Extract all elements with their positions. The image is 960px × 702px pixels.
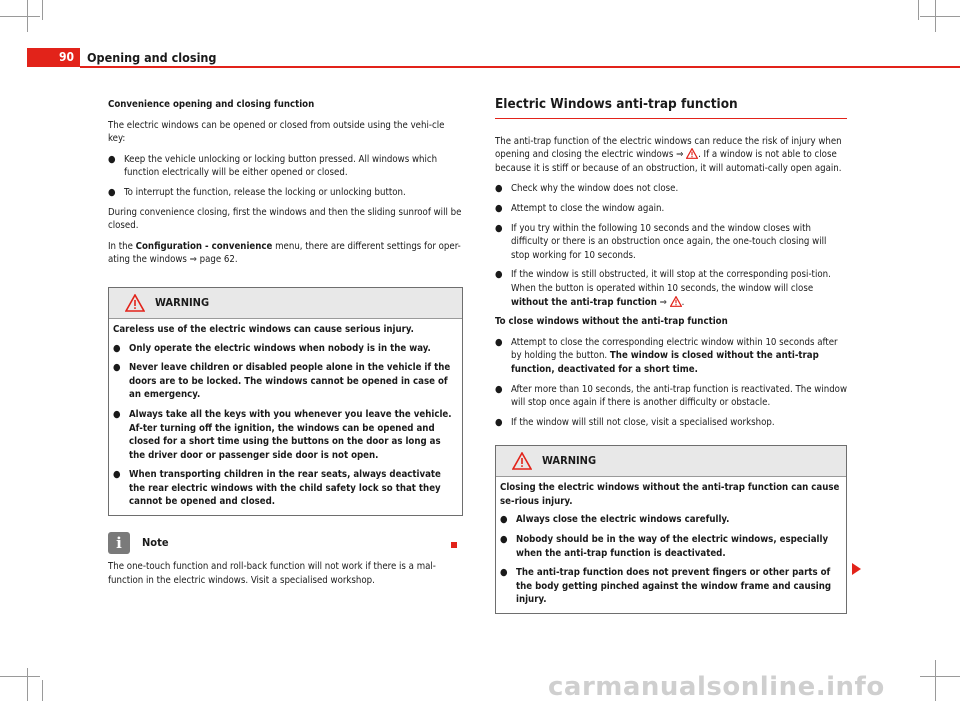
list-item: ● To interrupt the function, release the locking or unlocking button. xyxy=(108,186,406,198)
bullet-text: After more than 10 seconds, the anti-trap function is reactivated. The window will stop once again if there is another difficulty or obstacle. xyxy=(511,383,848,409)
list-item: ● If the window is still obstructed, it will stop at the corresponding posi-tion. When the button is operated within 10 seconds, the window will close without the anti-trap function ⇒ . xyxy=(495,269,831,308)
list-item: ● Check why the window does not close. xyxy=(495,183,679,195)
note-title: Note xyxy=(142,536,169,550)
warning-box xyxy=(495,445,847,614)
warning-icon xyxy=(512,452,532,470)
crop-mark xyxy=(918,0,919,20)
list-item: ● Attempt to close the window again. xyxy=(495,202,665,214)
list-item: ● Always close the electric windows carefully. xyxy=(500,514,730,526)
warning-box xyxy=(108,287,463,516)
list-item: ● When transporting children in the rear seats, always deactivate the rear electric windows with the child safety lock so that they cannot be opened and closed. xyxy=(113,468,458,509)
bullet-text: Attempt to close the window again. xyxy=(511,202,665,214)
left-heading: Convenience opening and closing function xyxy=(108,99,315,110)
bullet-text: Keep the vehicle unlocking or locking button pressed. All windows which function electrically will be either opened or closed. xyxy=(124,153,438,179)
note-header xyxy=(108,532,463,554)
bullet-text: If the window will still not close, visit a specialised workshop. xyxy=(511,416,775,428)
warning-icon xyxy=(125,294,145,312)
bullet-text: The anti-trap function does not prevent fingers or other parts of the body getting pinched against the window frame and causing injury. xyxy=(516,567,832,606)
left-para3: In the Configuration - convenience menu, there are different settings for oper-ating the windows ⇒ page 62. xyxy=(108,240,461,266)
list-item: ● If you try within the following 10 seconds and the window closes with difficulty or there is an obstruction once again, the one-touch closing will stop working for 10 seconds. xyxy=(495,222,847,263)
right-title: Electric Windows anti-trap function xyxy=(495,98,847,119)
left-para2: During convenience closing, first the windows and then the sliding sunroof will be closed. xyxy=(108,206,462,232)
end-marker xyxy=(451,542,457,548)
bullet-text: Only operate the electric windows when nobody is in the way. xyxy=(129,342,431,354)
warning-icon xyxy=(686,148,698,159)
info-icon: i xyxy=(108,532,130,554)
warning-header xyxy=(109,288,462,319)
bullet-text: If you try within the following 10 seconds and the window closes with difficulty or there is an obstruction once again, the one-touch closing will stop working for 10 seconds. xyxy=(511,222,827,261)
list-item: ● Never leave children or disabled people alone in the vehicle if the doors are to be locked. The windows cannot be opened in case of an emergency. xyxy=(113,361,458,402)
bullet-text: Nobody should be in the way of the electric windows, especially when the anti-trap function is deactivated. xyxy=(516,534,829,559)
crop-mark xyxy=(42,0,43,20)
warning-title: WARNING xyxy=(542,454,597,468)
bullet-text: Always take all the keys with you whenever you leave the vehicle. Af-ter turning off the ignition, the windows can be opened and closed for a short time using the buttons on the door as long as the driver door or passenger side door is not open. xyxy=(129,408,452,461)
bullet-text: Never leave children or disabled people alone in the vehicle if the doors are to be locked. The windows cannot be opened in case of an emergency. xyxy=(129,362,451,401)
warning-lead: Closing the electric windows without the anti-trap function can cause se-rious injury. xyxy=(500,482,840,507)
crop-mark xyxy=(935,660,936,701)
bullet-text: When transporting children in the rear seats, always deactivate the rear electric windows with the child safety lock so that they cannot be opened and closed. xyxy=(129,469,441,508)
crop-mark xyxy=(42,680,43,701)
watermark: carmanualsonline.info xyxy=(548,672,885,702)
bullet-text: Always close the electric windows carefully. xyxy=(516,514,730,526)
crop-mark xyxy=(0,16,40,17)
warning-title: WARNING xyxy=(155,296,210,310)
page-number: 90 xyxy=(27,48,80,67)
left-column xyxy=(108,98,463,594)
warning-header xyxy=(496,446,846,477)
warning-lead: Careless use of the electric windows can cause serious injury. xyxy=(113,323,414,335)
list-item: ● Attempt to close the corresponding electric window within 10 seconds after by holding the button. The window is closed without the anti-trap function, deactivated for a short time. xyxy=(495,336,838,375)
list-item: ● Nobody should be in the way of the electric windows, especially when the anti-trap function is deactivated. xyxy=(500,533,842,560)
continue-arrow-icon xyxy=(852,563,861,575)
crop-mark xyxy=(0,676,40,677)
list-item: ● After more than 10 seconds, the anti-trap function is reactivated. The window will stop once again if there is another difficulty or obstacle. xyxy=(495,383,848,409)
section-title: Opening and closing xyxy=(87,50,217,65)
right-column xyxy=(495,98,847,614)
list-item: ● Always take all the keys with you whenever you leave the vehicle. Af-ter turning off the ignition, the windows can be opened and closed for a short time using the buttons on the door as long as the driver door or passenger side door is not open. xyxy=(113,408,458,462)
crop-mark xyxy=(920,16,960,17)
right-subheading: To close windows without the anti-trap function xyxy=(495,316,728,328)
list-item: ● The anti-trap function does not prevent fingers or other parts of the body getting pinched against the window frame and causing injury. xyxy=(500,566,842,607)
warning-icon xyxy=(670,296,682,307)
right-intro: The anti-trap function of the electric windows can reduce the risk of injury when opening and closing the electric windows ⇒ . If a window is not able to close because it is stiff or because of an obstruction, it will automati-cally open again. xyxy=(495,135,842,174)
list-item: ● If the window will still not close, visit a specialised workshop. xyxy=(495,416,775,428)
crop-mark xyxy=(920,676,960,677)
crop-mark xyxy=(27,668,28,701)
note-text: The one-touch function and roll-back function will not work if there is a mal-function in the electric windows. Visit a specialised workshop. xyxy=(108,561,436,586)
left-intro: The electric windows can be opened or closed from outside using the vehi-cle key: xyxy=(108,119,445,145)
bullet-text: Check why the window does not close. xyxy=(511,183,679,195)
list-item: ● Keep the vehicle unlocking or locking button pressed. All windows which function electrically will be either opened or closed. xyxy=(108,153,463,180)
bullet-text: To interrupt the function, release the locking or unlocking button. xyxy=(124,186,406,198)
list-item: ● Only operate the electric windows when nobody is in the way. xyxy=(113,342,431,354)
